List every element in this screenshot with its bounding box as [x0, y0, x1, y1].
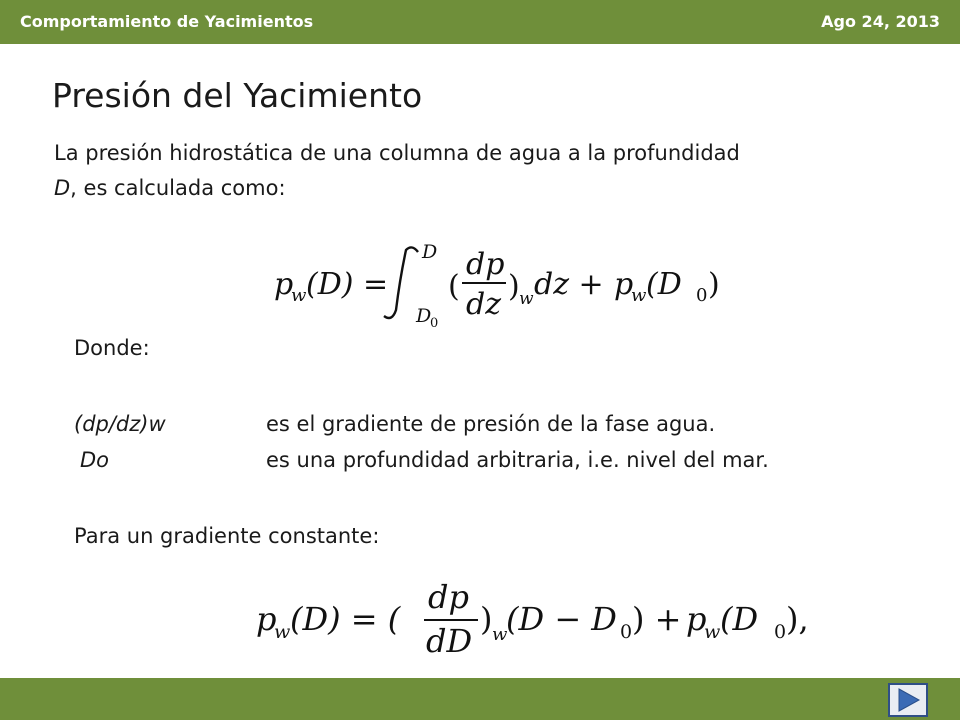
hydrostatic-integral-equation	[268, 238, 728, 328]
eq2-mid-close: ) +	[632, 600, 682, 638]
eq1-lhs-arg: (D) =	[306, 267, 389, 302]
intro-line-1: La presión hidrostática de una columna de agua a la profundidad	[54, 141, 740, 165]
eq2-sub-w: w	[492, 624, 508, 645]
eq1-rhs-sub: w	[631, 285, 647, 306]
eq1-frac-num: dp	[466, 247, 505, 282]
definition-term-2	[80, 448, 109, 472]
eq2-rhs-p: p	[686, 600, 707, 638]
eq1-int-lower-sub: 0	[430, 316, 439, 328]
intro-text	[54, 136, 934, 206]
eq2-rhs-close: ),	[786, 600, 809, 638]
next-arrow-icon	[890, 685, 926, 715]
eq1-frac-den: dz	[466, 287, 502, 322]
eq1-int-upper: D	[422, 241, 438, 263]
eq2-mid: (D − D	[506, 600, 617, 638]
eq2-paren-close: )	[480, 600, 493, 638]
eq1-lhs-p: p	[274, 267, 294, 302]
definition-term-1	[74, 412, 166, 436]
eq1-sub-w: w	[519, 289, 534, 309]
next-slide-button[interactable]	[888, 683, 928, 717]
slide-title: Presión del Yacimiento	[52, 76, 423, 115]
intro-line-2: , es calculada como:	[70, 176, 286, 200]
definition-term-2-text: Do	[80, 448, 110, 472]
eq2-lhs-sub: w	[274, 621, 291, 643]
eq1-lhs-sub: w	[291, 285, 307, 306]
eq2-rhs-sub: w	[704, 621, 721, 643]
eq2-lhs-p: p	[256, 600, 277, 638]
eq1-paren-open: (	[448, 269, 460, 304]
footer-bar	[0, 678, 960, 720]
header-bar	[0, 0, 960, 44]
definition-description-2: es una profundidad arbitraria, i.e. nivel del mar.	[266, 448, 769, 472]
definition-term-1-text: (dp/dz)w	[74, 412, 166, 436]
eq2-rhs-arg-sub: 0	[774, 621, 787, 643]
eq1-int-lower: D	[416, 305, 432, 327]
course-title: Comportamiento de Yacimientos	[20, 12, 314, 31]
integral-sign-icon	[384, 247, 418, 318]
constant-gradient-label: Para un gradiente constante:	[74, 524, 380, 548]
donde-label: Donde:	[74, 336, 150, 360]
eq2-frac-den: dD	[426, 622, 473, 658]
intro-depth-variable: D	[54, 176, 71, 200]
eq1-rhs-p: p	[614, 267, 634, 302]
definition-description-1: es el gradiente de presión de la fase agua.	[266, 412, 716, 436]
eq1-rhs-arg-sub: 0	[696, 285, 708, 306]
eq1-rhs-arg: (D	[646, 267, 682, 302]
eq2-lhs-arg: (D) = (	[290, 600, 401, 638]
date-label: Ago 24, 2013	[821, 12, 940, 31]
eq1-paren-close: )	[508, 269, 520, 304]
eq1-rhs-close: )	[708, 267, 720, 302]
eq2-rhs-arg: (D	[720, 600, 759, 638]
eq2-frac-num: dp	[428, 580, 469, 616]
eq1-dz: dz +	[534, 267, 604, 302]
eq2-mid-sub: 0	[620, 621, 633, 643]
constant-gradient-equation	[250, 580, 820, 658]
